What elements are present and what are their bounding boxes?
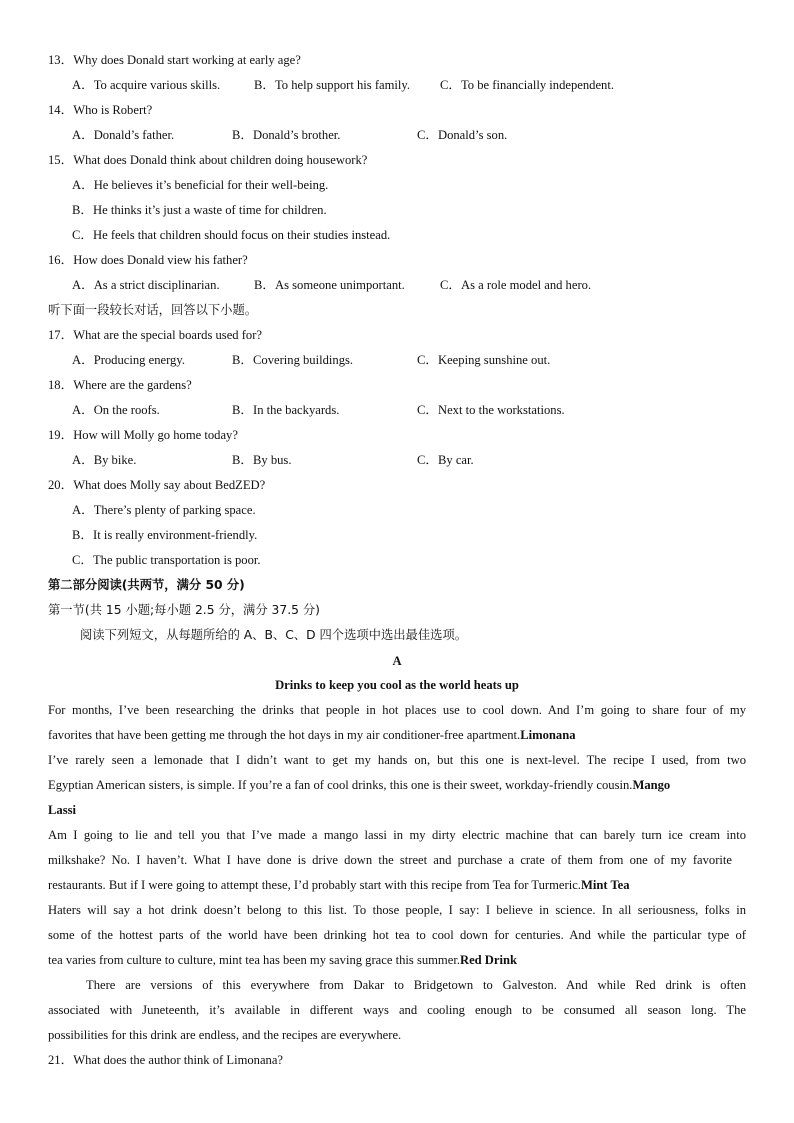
- reading-instruction: 阅读下列短文，从每题所给的 A、B、C、D 四个选项中选出最佳选项。: [80, 628, 468, 642]
- question-18-option-a: A．On the roofs.: [72, 403, 160, 417]
- question-20-option-c: C．The public transportation is poor.: [72, 553, 261, 567]
- passage-title: Drinks to keep you cool as the world heats up: [275, 678, 519, 692]
- question-13-option-b: B．To help support his family.: [254, 78, 411, 92]
- passage-line: Am I going to lie and tell you that I’ve made a mango lassi in my dirty electric machine that can barely turn ice cream into: [48, 828, 746, 842]
- question-19-option-a: A．By bike.: [72, 453, 137, 467]
- question-17-option-a: A．Producing energy.: [72, 353, 185, 367]
- question-15-stem: 15．What does Donald think about children doing housework?: [48, 153, 368, 167]
- section-subheading: 第一节(共 15 小题;每小题 2.5 分，满分 37.5 分): [48, 603, 320, 617]
- question-13-stem: 13．Why does Donald start working at early age?: [48, 53, 301, 67]
- passage-line: I’ve rarely seen a lemonade that I didn’t want to get my hands on, but this one is next-level. The recipe I used, from two: [48, 753, 746, 767]
- listening-instruction: 听下面一段较长对话，回答以下小题。: [48, 303, 258, 317]
- question-15-option-c: C．He feels that children should focus on their studies instead.: [72, 228, 391, 242]
- question-13-option-c: C．To be financially independent.: [440, 78, 614, 92]
- passage-line: some of the hottest parts of the world have been drinking hot tea to cool down for centuries. And while the particular type of: [48, 928, 746, 942]
- question-16-option-b: B．As someone unimportant.: [254, 278, 405, 292]
- question-16-option-a: A．As a strict disciplinarian.: [72, 278, 220, 292]
- drink-heading-lassi: Lassi: [48, 803, 76, 817]
- question-13-option-a: A．To acquire various skills.: [72, 78, 221, 92]
- passage-line: favorites that have been getting me through the hot days in my air conditioner-free apartment.Limonana: [48, 728, 576, 742]
- passage-line: Egyptian American sisters, is simple. If you’re a fan of cool drinks, this one is their sweet, workday-friendly cousin.Mango: [48, 778, 671, 792]
- passage-letter: A: [392, 654, 402, 668]
- passage-line: restaurants. But if I were going to attempt these, I’d probably start with this recipe from Tea for Turmeric.Mint Tea: [48, 878, 630, 892]
- passage-line: associated with Juneteenth, it’s available in different ways and cooling enough to be consumed all season long. The: [48, 1003, 746, 1017]
- question-15-option-a: A．He believes it’s beneficial for their well-being.: [72, 178, 329, 192]
- passage-line: milkshake? No. I haven’t. What I have done is drive down the street and purchase a crate of them from one of my favorite: [48, 853, 732, 867]
- question-19-option-b: B．By bus.: [232, 453, 292, 467]
- question-14-option-c: C．Donald’s son.: [417, 128, 508, 142]
- question-20-stem: 20．What does Molly say about BedZED?: [48, 478, 266, 492]
- question-17-option-b: B．Covering buildings.: [232, 353, 354, 367]
- question-17-option-c: C．Keeping sunshine out.: [417, 353, 551, 367]
- drink-heading-mint-tea: Mint Tea: [580, 878, 630, 892]
- question-17-stem: 17．What are the special boards used for?: [48, 328, 263, 342]
- section-heading: 第二部分阅读(共两节，满分 50 分): [48, 578, 245, 592]
- question-20-option-a: A．There’s plenty of parking space.: [72, 503, 256, 517]
- question-20-option-b: B．It is really environment-friendly.: [72, 528, 258, 542]
- question-19-stem: 19．How will Molly go home today?: [48, 428, 238, 442]
- question-21-stem: 21．What does the author think of Limonana?: [48, 1053, 284, 1067]
- passage-line: There are versions of this everywhere from Dakar to Bridgetown to Galveston. And while Red drink is often: [86, 978, 746, 992]
- passage-line: Haters will say a hot drink doesn’t belong to this list. To those people, I say: I believe in science. In all seriousness, folks in: [48, 903, 746, 917]
- drink-heading-mango: Mango: [632, 778, 671, 792]
- passage-line: possibilities for this drink are endless, and the recipes are everywhere.: [48, 1028, 402, 1042]
- question-16-stem: 16．How does Donald view his father?: [48, 253, 248, 267]
- question-14-option-a: A．Donald’s father.: [72, 128, 175, 142]
- question-18-option-b: B．In the backyards.: [232, 403, 340, 417]
- question-18-option-c: C．Next to the workstations.: [417, 403, 565, 417]
- question-18-stem: 18．Where are the gardens?: [48, 378, 192, 392]
- question-14-option-b: B．Donald’s brother.: [232, 128, 341, 142]
- passage-line: tea varies from culture to culture, mint tea has been my saving grace this summer.Red Drink: [48, 953, 517, 967]
- passage-line: For months, I’ve been researching the drinks that people in hot places use to cool down. And I’m going to share four of my: [48, 703, 746, 717]
- drink-heading-red-drink: Red Drink: [459, 953, 517, 967]
- question-14-stem: 14．Who is Robert?: [48, 103, 153, 117]
- drink-heading-limonana: Limonana: [520, 728, 576, 742]
- question-16-option-c: C．As a role model and hero.: [440, 278, 592, 292]
- question-19-option-c: C．By car.: [417, 453, 474, 467]
- question-15-option-b: B．He thinks it’s just a waste of time for children.: [72, 203, 327, 217]
